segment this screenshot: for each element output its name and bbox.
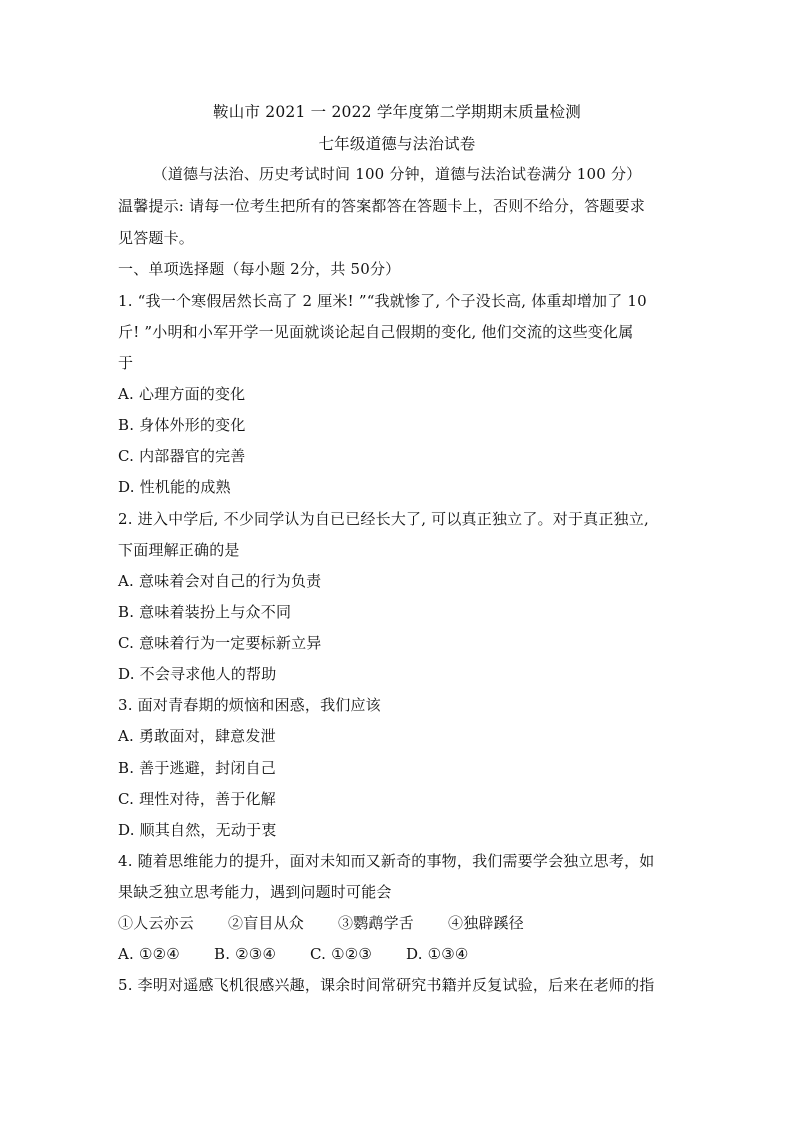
q5-stem-line-1: 5. 李明对遥感飞机很感兴趣，课余时间常研究书籍并反复试验，后来在老师的指 <box>118 976 655 994</box>
q4-choice-d: D. ①③④ <box>406 945 469 963</box>
q3-option-c: C. 理性对待，善于化解 <box>118 790 276 808</box>
q4-choice-b: B. ②③④ <box>214 945 277 963</box>
q4-item-3: ③鹦鹉学舌 <box>338 914 415 932</box>
q3-option-a: A. 勇敢面对，肆意发泄 <box>118 727 276 745</box>
q4-item-2: ②盲目从众 <box>228 914 305 932</box>
q4-stem-line-2: 果缺乏独立思考能力，遇到问题时可能会 <box>118 883 392 901</box>
exam-subtitle: 七年级道德与法治试卷 <box>318 135 476 153</box>
q1-stem-line-2: 斤! ”小明和小军开学一见面就谈论起自己假期的变化, 他们交流的这些变化属 <box>118 323 634 341</box>
q2-option-c: C. 意味着行为一定要标新立异 <box>118 634 322 652</box>
q1-stem-line-1: 1. “我一个寒假居然长高了 2 厘米! ”“我就惨了, 个子没长高, 体重却增加了 10 <box>118 292 647 310</box>
q4-items-row <box>118 913 678 933</box>
q4-stem-line-1: 4. 随着思维能力的提升，面对未知而又新奇的事物，我们需要学会独立思考，如 <box>118 852 655 870</box>
section-heading: 一、单项选择题（每小题 2分，共 50分） <box>118 260 401 278</box>
tip-line-2: 见答题卡。 <box>118 229 195 247</box>
q3-stem-line-1: 3. 面对青春期的烦恼和困惑，我们应该 <box>118 696 381 714</box>
q2-option-b: B. 意味着装扮上与众不同 <box>118 603 292 621</box>
q2-option-d: D. 不会寻求他人的帮助 <box>118 665 277 683</box>
exam-title: 鞍山市 2021 一 2022 学年度第二学期期末质量检测 <box>213 103 581 121</box>
q1-option-a: A. 心理方面的变化 <box>118 385 246 403</box>
q4-item-4: ④独辟蹊径 <box>448 914 525 932</box>
tip-line-1: 温馨提示: 请每一位考生把所有的答案都答在答题卡上，否则不给分，答题要求 <box>118 197 646 215</box>
q1-stem-line-3: 于 <box>118 354 134 372</box>
q1-option-c: C. 内部器官的完善 <box>118 447 246 465</box>
q4-choices-row <box>118 944 678 964</box>
exam-note: （道德与法治、历史考试时间 100 分钟，道德与法治试卷满分 100 分） <box>152 165 642 183</box>
q2-stem-line-1: 2. 进入中学后, 不少同学认为自已已经长大了, 可以真正独立了。对于真正独立, <box>118 510 649 528</box>
q4-item-1: ①人云亦云 <box>118 914 195 932</box>
q4-choice-a: A. ①②④ <box>118 945 180 963</box>
q2-option-a: A. 意味着会对自己的行为负责 <box>118 572 322 590</box>
q1-option-d: D. 性机能的成熟 <box>118 478 231 496</box>
q2-stem-line-2: 下面理解正确的是 <box>118 541 240 559</box>
q4-choice-c: C. ①②③ <box>310 945 373 963</box>
q3-option-b: B. 善于逃避，封闭自己 <box>118 759 276 777</box>
q1-option-b: B. 身体外形的变化 <box>118 416 246 434</box>
q3-option-d: D. 顺其自然，无动于衷 <box>118 821 277 839</box>
